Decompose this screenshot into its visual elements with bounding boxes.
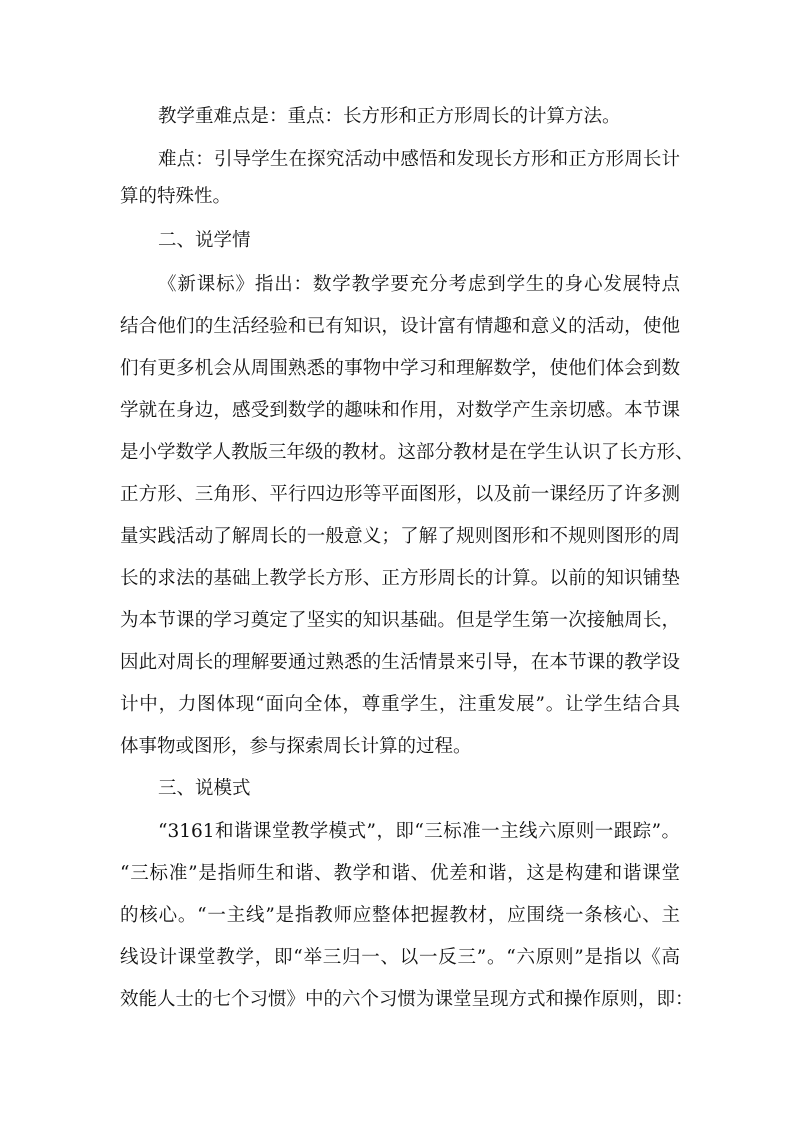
paragraph-difficulty-line-1: 难点：引导学生在探究活动中感悟和发现长方形和正方形周长计 [158, 149, 680, 170]
paragraph-curriculum-line-12: 体事物或图形，参与探索周长计算的过程。 [120, 736, 472, 757]
paragraph-model-line-4: 线设计课堂教学，即“举三归一、以一反三”。“六原则”是指以《高 [120, 947, 680, 968]
paragraph-model-line-5: 效能人士的七个习惯》中的六个习惯为课堂呈现方式和操作原则，即： [120, 989, 694, 1010]
paragraph-model-line-3: 的核心。“一主线”是指教师应整体把握教材，应围绕一条核心、主 [120, 905, 680, 926]
paragraph-curriculum-line-11: 计中，力图体现“面向全体，尊重学生，注重发展”。让学生结合具 [120, 694, 680, 715]
paragraph-curriculum-line-7: 量实践活动了解周长的一般意义；了解了规则图形和不规则图形的周 [120, 526, 680, 547]
paragraph-curriculum-line-1: 《新课标》指出：数学教学要充分考虑到学生的身心发展特点 [158, 274, 680, 295]
paragraph-curriculum-line-10: 因此对周长的理解要通过熟悉的生活情景来引导，在本节课的教学设 [120, 652, 680, 673]
paragraph-curriculum-line-8: 长的求法的基础上教学长方形、正方形周长的计算。以前的知识铺垫 [120, 568, 680, 589]
paragraph-curriculum-line-2: 结合他们的生活经验和已有知识，设计富有情趣和意义的活动，使他 [120, 316, 680, 337]
paragraph-curriculum-line-3: 们有更多机会从周围熟悉的事物中学习和理解数学，使他们体会到数 [120, 358, 680, 379]
paragraph-difficulty-line-2: 算的特殊性。 [120, 186, 232, 207]
paragraph-model-line-1: “3161和谐课堂教学模式”，即“三标准一主线六原则一跟踪”。 [158, 821, 680, 842]
paragraph-curriculum-line-5: 是小学数学人教版三年级的教材。这部分教材是在学生认识了长方形、 [120, 442, 694, 463]
paragraph-curriculum-line-6: 正方形、三角形、平行四边形等平面图形，以及前一课经历了许多测 [120, 484, 680, 505]
paragraph-curriculum-line-4: 学就在身边，感受到数学的趣味和作用，对数学产生亲切感。本节课 [120, 400, 680, 421]
paragraph-curriculum-line-9: 为本节课的学习奠定了坚实的知识基础。但是学生第一次接触周长， [120, 610, 680, 631]
paragraph-key-points: 教学重难点是：重点：长方形和正方形周长的计算方法。 [158, 106, 621, 127]
paragraph-model-line-2: “三标准”是指师生和谐、教学和谐、优差和谐，这是构建和谐课堂 [120, 863, 680, 884]
section-heading-teaching-model: 三、说模式 [158, 778, 251, 799]
section-heading-student-analysis: 二、说学情 [158, 230, 251, 251]
